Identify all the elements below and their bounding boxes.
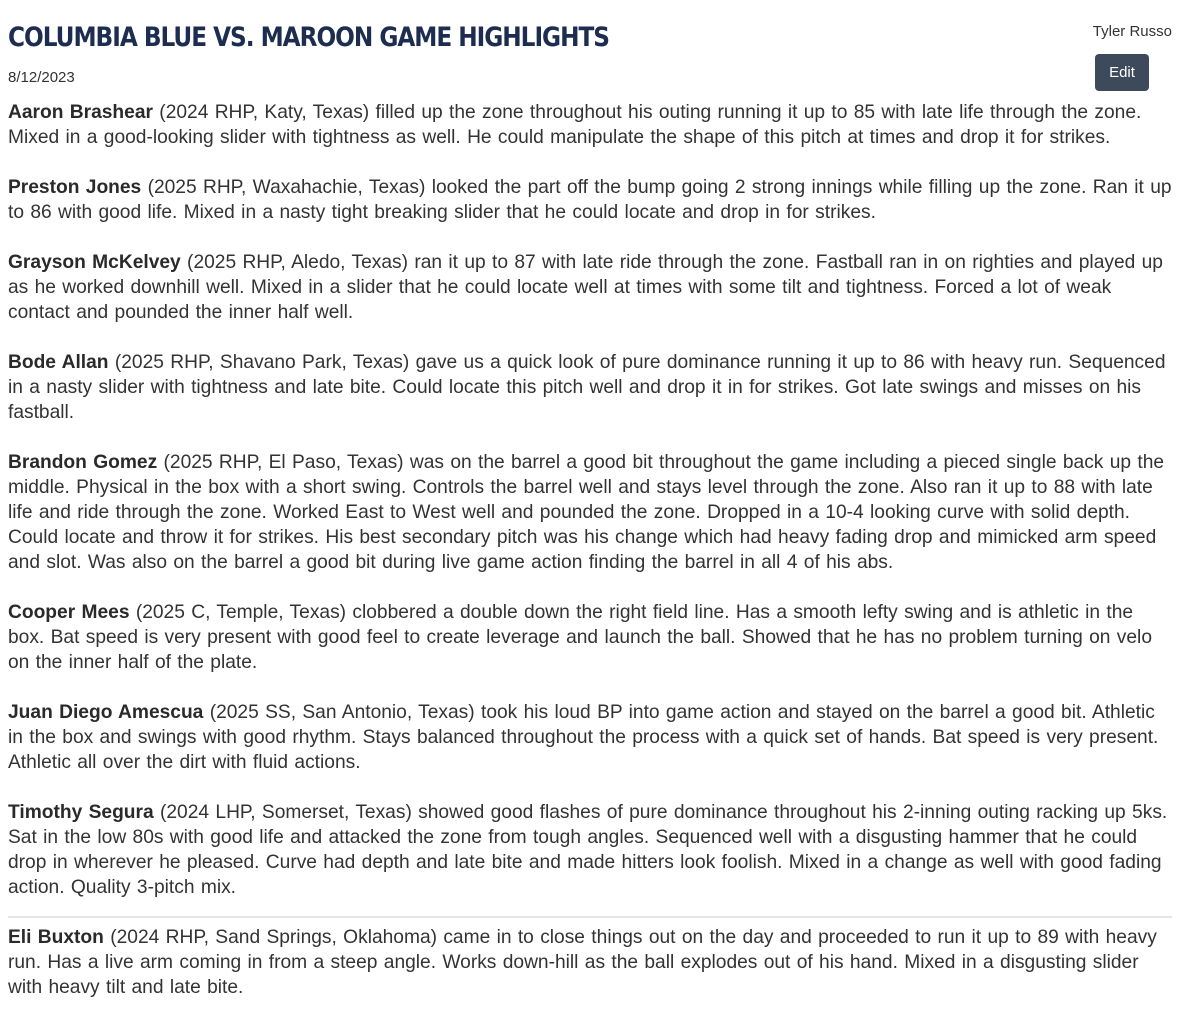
player-name: Timothy Segura: [8, 802, 154, 823]
player-entry: [8, 350, 1174, 425]
player-entry: [8, 700, 1174, 775]
player-report: (2025 SS, San Antonio, Texas) took his loud BP into game action and stayed on the barrel a good bit. Athletic in the box and swings with good rhythm. Stays balanced throughout the process with a quick set of hands. Bat speed is very present. Athletic all over the dirt with fluid actions.: [8, 702, 1159, 773]
player-report: (2025 RHP, Waxahachie, Texas) looked the part off the bump going 2 strong innings while filling up the zone. Ran it up to 86 with good life. Mixed in a nasty tight breaking slider that he could locate and drop in for strikes.: [8, 177, 1172, 223]
edit-button[interactable]: Edit: [1095, 54, 1149, 91]
player-entry: [8, 450, 1174, 575]
player-entry: [8, 925, 1174, 1000]
article-body: [8, 100, 1174, 1025]
player-report: (2025 RHP, Shavano Park, Texas) gave us a quick look of pure dominance running it up to 86 with heavy run. Sequenced in a nasty slider with tightness and late bite. Could locate this pitch well and drop it in for strikes. Got late swings and misses on his fastball.: [8, 352, 1166, 423]
player-report: (2025 RHP, Aledo, Texas) ran it up to 87 with late ride through the zone. Fastball ran in on righties and played up as he worked downhill well. Mixed in a slider that he could locate well at times with some tilt and tightness. Forced a lot of weak contact and pounded the inner half well.: [8, 252, 1163, 323]
player-name: Aaron Brashear: [8, 102, 153, 123]
player-name: Juan Diego Amescua: [8, 702, 204, 723]
player-report: (2024 RHP, Katy, Texas) filled up the zone throughout his outing running it up to 85 with late life through the zone. Mixed in a good-looking slider with tightness as well. He could manipulate the shape of this pitch at times and drop it for strikes.: [8, 102, 1142, 148]
player-name: Eli Buxton: [8, 927, 104, 948]
player-report: (2024 LHP, Somerset, Texas) showed good flashes of pure dominance throughout his 2-inning outing racking up 5ks. Sat in the low 80s with good life and attacked the zone from tough angles. Sequenced well with a disgusting hammer that he could drop in wherever he pleased. Curve had depth and late bite and made hitters look foolish. Mixed in a change as well with good fading action. Quality 3-pitch mix.: [8, 802, 1168, 898]
player-entry: [8, 100, 1174, 150]
page-title: COLUMBIA BLUE VS. MAROON GAME HIGHLIGHTS: [8, 22, 609, 53]
player-entry: [8, 250, 1174, 325]
bottom-divider: [8, 916, 1172, 918]
player-name: Brandon Gomez: [8, 452, 158, 473]
player-report: (2024 RHP, Sand Springs, Oklahoma) came in to close things out on the day and proceeded to run it up to 89 with heavy run. Has a live arm coming in from a steep angle. Works down-hill as the ball explodes out of his hand. Mixed in a disgusting slider with heavy tilt and late bite.: [8, 927, 1157, 998]
player-report: (2025 C, Temple, Texas) clobbered a double down the right field line. Has a smooth lefty swing and is athletic in the box. Bat speed is very present with good feel to create leverage and launch the ball. Showed that he has no problem turning on velo on the inner half of the plate.: [8, 602, 1152, 673]
player-name: Bode Allan: [8, 352, 109, 373]
player-name: Grayson McKelvey: [8, 252, 181, 273]
player-entry: [8, 800, 1174, 900]
player-entry: [8, 175, 1174, 225]
player-name: Preston Jones: [8, 177, 142, 198]
publish-date: 8/12/2023: [8, 69, 75, 86]
player-entry: [8, 600, 1174, 675]
player-name: Cooper Mees: [8, 602, 130, 623]
author-name: Tyler Russo: [1092, 23, 1172, 40]
player-report: (2025 RHP, El Paso, Texas) was on the barrel a good bit throughout the game including a pieced single back up the middle. Physical in the box with a short swing. Controls the barrel well and stays level through the zone. Also ran it up to 88 with late life and ride through the zone. Worked East to West well and pounded the zone. Dropped in a 10-4 looking curve with solid depth. Could locate and throw it for strikes. His best secondary pitch was his change which had heavy fading drop and mimicked arm speed and slot. Was also on the barrel a good bit during live game action finding the barrel in all 4 of his abs.: [8, 452, 1165, 573]
